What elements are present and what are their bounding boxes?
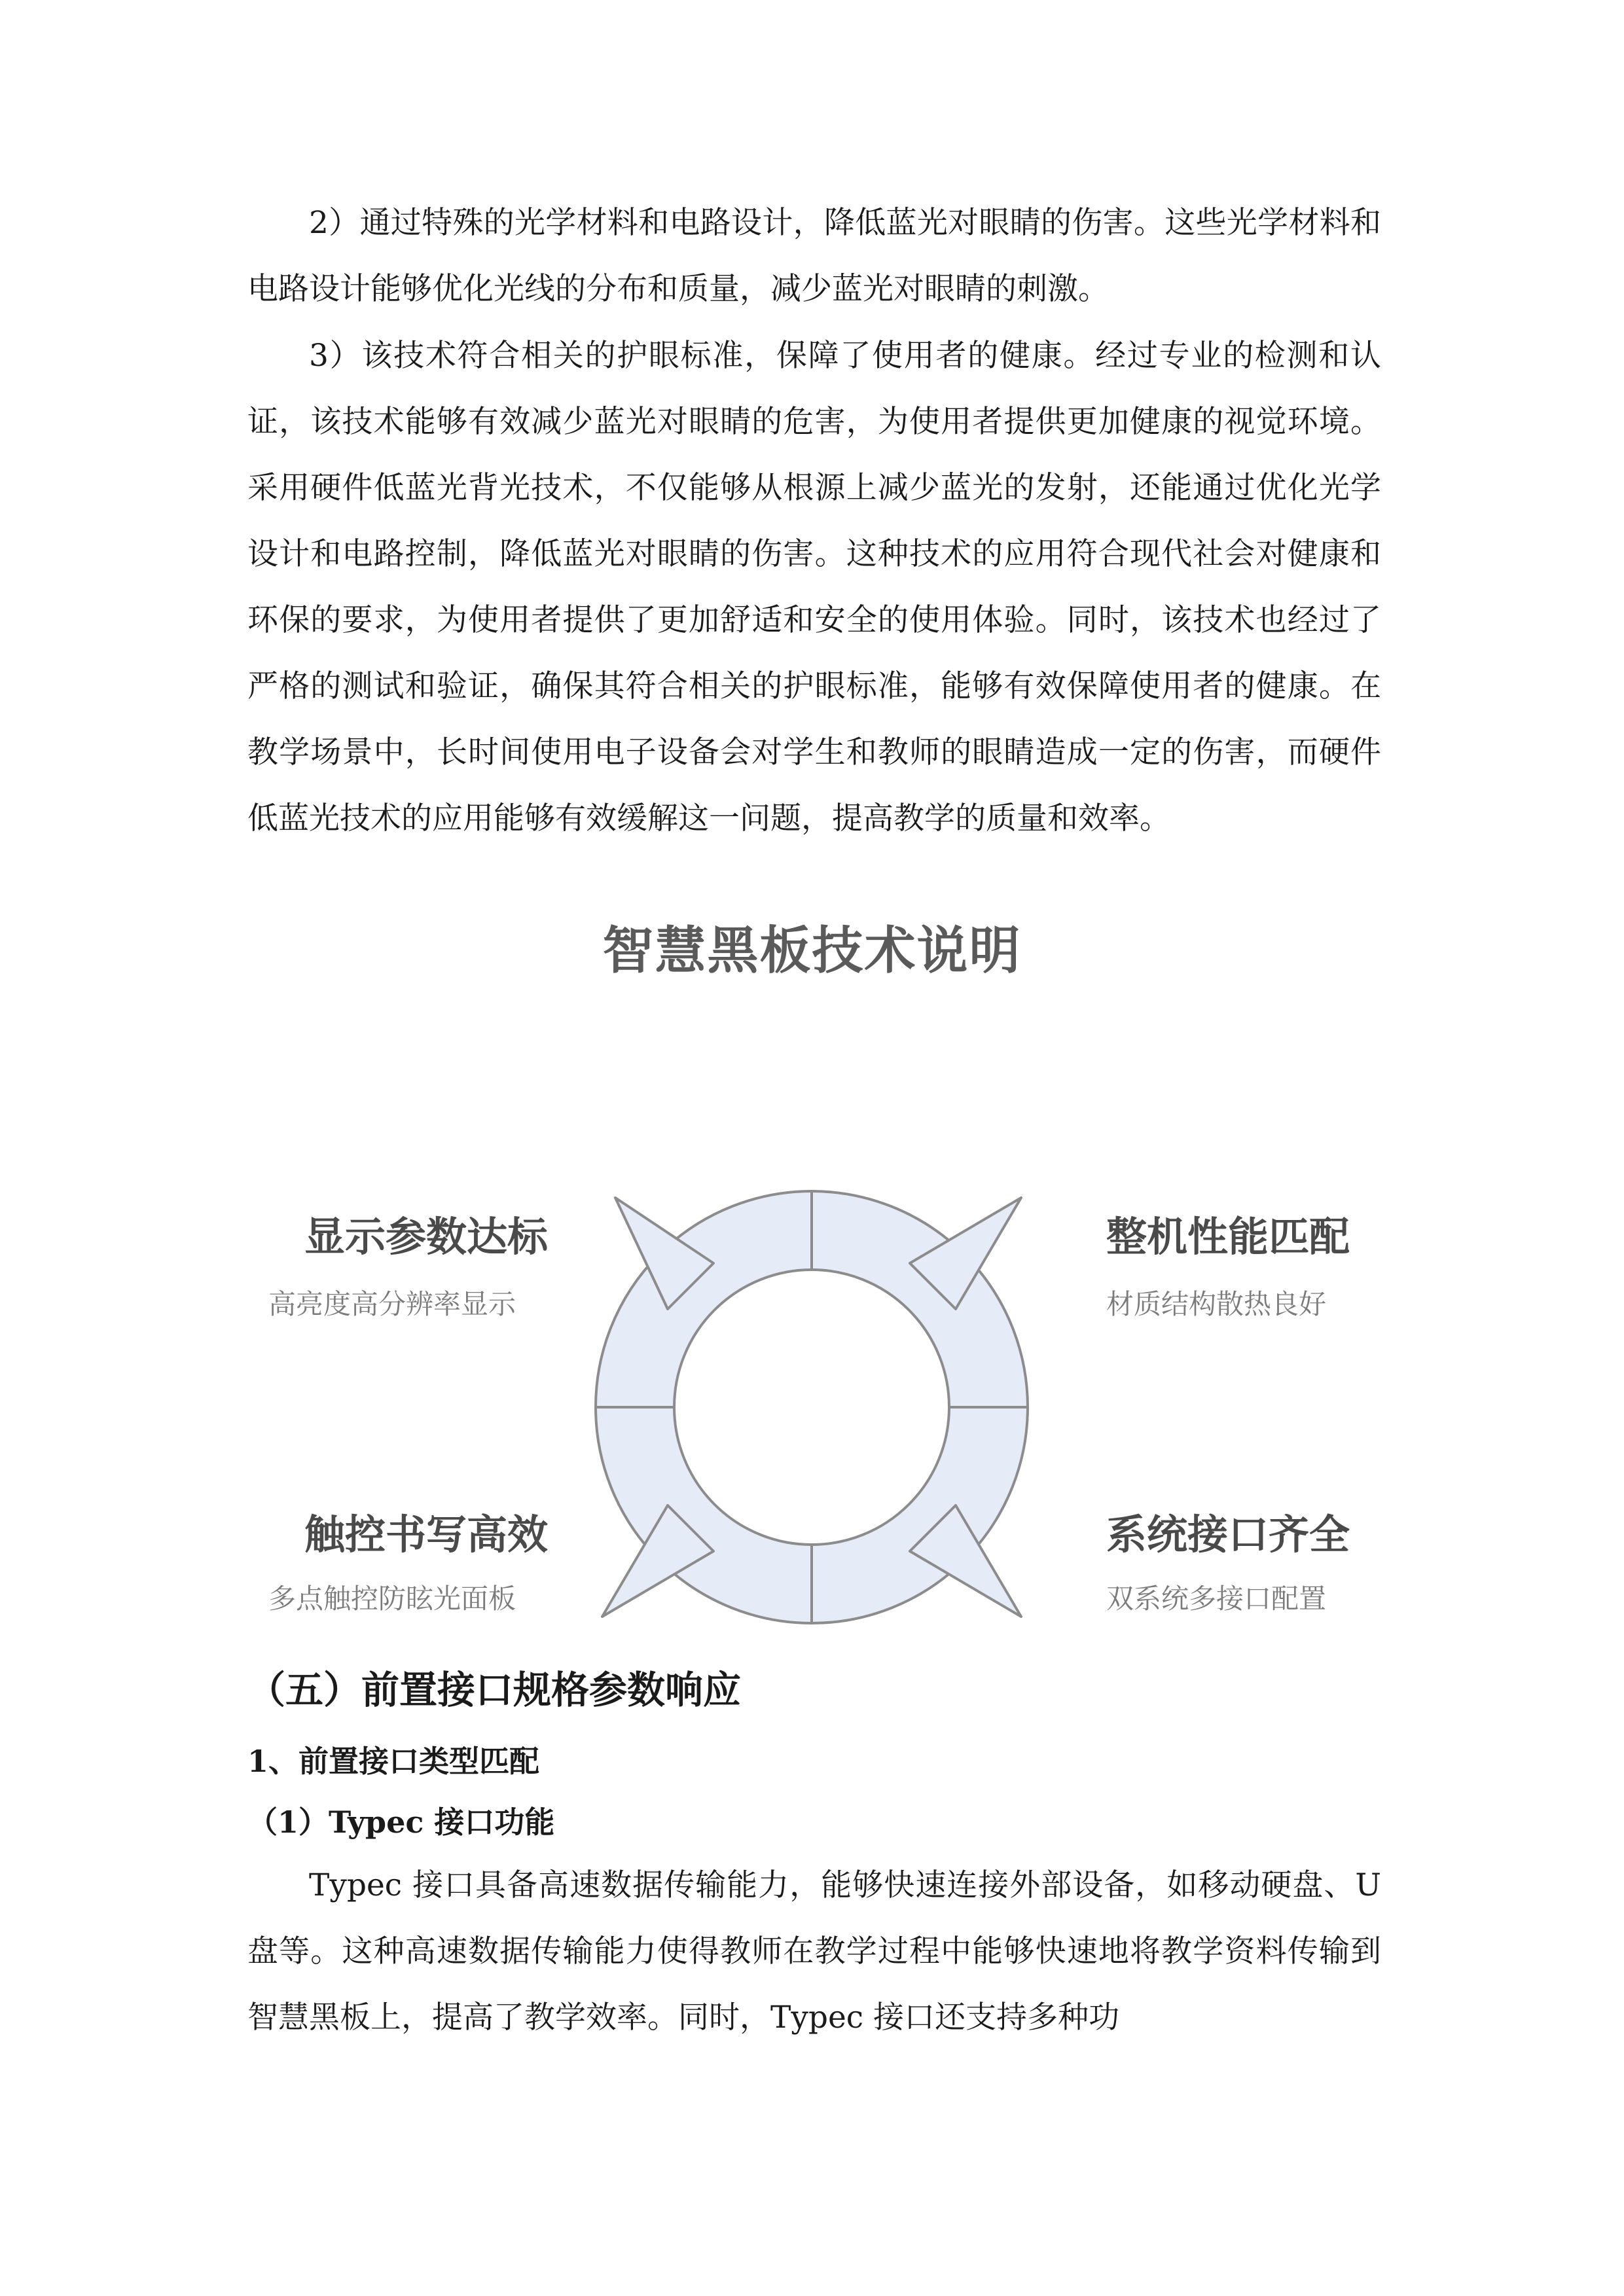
subsection-heading: 1、前置接口类型匹配: [247, 1744, 540, 1779]
figure-title: 智慧黑板技术说明: [602, 922, 1022, 980]
paragraph-eye-standard: 3）该技术符合相关的护眼标准，保障了使用者的健康。经过专业的检测和认证，该技术能够有效减少蓝光对眼睛的危害，为使用者提供更加健康的视觉环境。采用硬件低蓝光背光技术，不仅能够从根源上减少蓝光的发射，还能通过优化光学设计和电路控制，降低蓝光对眼睛的伤害。这种技术的应用符合现代社会对健康和环保的要求，为使用者提供了更加舒适和安全的使用体验。同时，该技术也经过了严格的测试和验证，确保其符合相关的护眼标准，能够有效保障使用者的健康。在教学场景中，长时间使用电子设备会对学生和教师的眼睛造成一定的伤害，而硬件低蓝光技术的应用能够有效缓解这一问题，提高教学的质量和效率。: [247, 338, 1381, 836]
paragraph-blue-light-reduction: 2）通过特殊的光学材料和电路设计，降低蓝光对眼睛的伤害。这些光学材料和电路设计能够优化光线的分布和质量，减少蓝光对眼睛的刺激。: [247, 205, 1381, 307]
paragraph-typec: Typec 接口具备高速数据传输能力，能够快速连接外部设备，如移动硬盘、U 盘等。这种高速数据传输能力使得教师在教学过程中能够快速地将教学资料传输到智慧黑板上，提高了教学效率。同时，Typec 接口还支持多种功: [247, 1867, 1381, 2036]
label-touch-desc: 多点触控防眩光面板: [268, 1583, 516, 1615]
section-heading: （五）前置接口规格参数响应: [247, 1668, 742, 1712]
label-display-desc: 高亮度高分辨率显示: [268, 1288, 516, 1320]
label-interface-title: 系统接口齐全: [1106, 1511, 1350, 1558]
subsubsection-heading: （1）Typec 接口功能: [247, 1804, 555, 1840]
label-display-title: 显示参数达标: [304, 1213, 549, 1261]
cycle-diagram: [576, 1172, 1047, 1643]
label-performance-desc: 材质结构散热良好: [1106, 1288, 1327, 1320]
label-touch-title: 触控书写高效: [304, 1511, 549, 1558]
ring-inner-edge: [674, 1270, 949, 1545]
label-interface-desc: 双系统多接口配置: [1106, 1583, 1327, 1615]
label-performance-title: 整机性能匹配: [1106, 1213, 1350, 1261]
